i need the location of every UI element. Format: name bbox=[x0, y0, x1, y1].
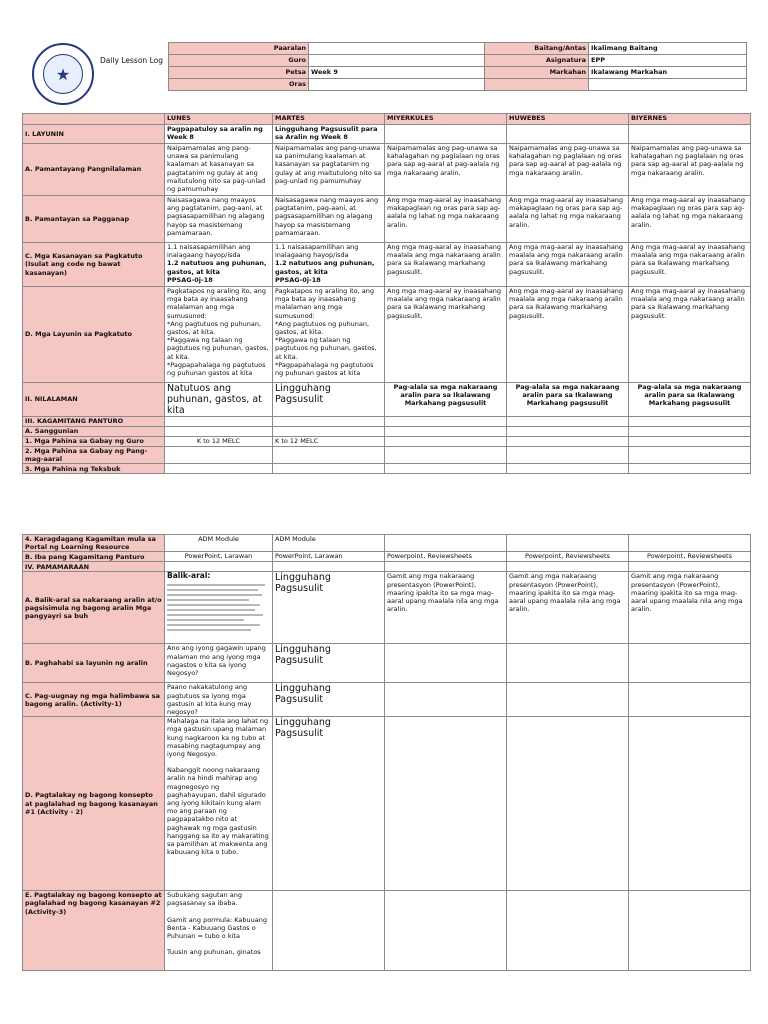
label-asignatura: Asignatura bbox=[485, 55, 589, 67]
row-pagtalakay-1 bbox=[23, 717, 751, 891]
row-label-pamantayang-pangnilalaman: A. Pamantayang Pangnilalaman bbox=[23, 144, 165, 196]
cell-blank bbox=[629, 464, 751, 474]
cell-blank bbox=[385, 683, 507, 717]
cell-layunin-martes bbox=[273, 287, 385, 383]
cell-text: Gamit ang mga nakaraang presentasyon (PowerPoint), maaring ipakita ito sa mga mag-aaral upang maalala nila ang mga aralin. bbox=[507, 572, 629, 644]
cell-blank bbox=[507, 427, 629, 437]
section-label-kagamitan: III. KAGAMITANG PANTURO bbox=[23, 417, 165, 427]
cell-blank bbox=[629, 644, 751, 683]
cell-text: Naipamamalas ang pang-unawa sa panimulang kaalaman at kasanayan sa pagtatanim ng gulay at ang maitutulong nito sa pag-unlad ng pamumuhay bbox=[273, 144, 385, 196]
test-martes: Lingguhang Pagsusulit bbox=[273, 717, 385, 891]
gabay-guro-martes: K to 12 MELC bbox=[273, 437, 385, 447]
row-teksbuk bbox=[23, 464, 751, 474]
row-label-kasanayan: C. Mga Kasanayan sa Pagkatuto (Isulat ang code ng bawat kasanayan) bbox=[23, 243, 165, 287]
cell-text: Naisasagawa nang maayos ang pagtatanim, pag-aani, at pagsasapamilihan ng alagang hayop sa masistemang pamamaraan. bbox=[165, 196, 273, 243]
row-label-paghahabi: B. Paghahabi sa layunin ng aralin bbox=[23, 644, 165, 683]
seal-emblem-icon: ★ bbox=[43, 54, 83, 94]
cell-blank bbox=[385, 437, 507, 447]
label-paaralan: Paaralan bbox=[169, 43, 309, 55]
cell-blank bbox=[629, 417, 751, 427]
cell-blank bbox=[273, 891, 385, 971]
label-baitang: Baitang/Antas bbox=[485, 43, 589, 55]
cell-text: Ang mga mag-aaral ay inaasahang maalala ang mga nakaraang aralin para sa Ikalawang markahang pagsusulit. bbox=[507, 287, 629, 383]
cell-text: Naipamamalas ang pang-unawa sa panimulang kaalaman at kasanayan sa pagtatanim ng gulay at ang maitutulong nito sa pag-unlad ng pamumuhay bbox=[165, 144, 273, 196]
layunin-item: *Pagpapahalaga ng pagtutuos ng puhunan gastos at kita bbox=[167, 360, 266, 378]
row-label-pagtalakay-1: D. Pagtalakay ng bagong konsepto at paglalahad ng bagong kasanayan #1 (Activity - 2) bbox=[23, 717, 165, 891]
cell-blank bbox=[629, 683, 751, 717]
row-karagdagang-kagamitan bbox=[23, 535, 751, 552]
section-label-pamamaraan: IV. PAMAMARAAN bbox=[23, 562, 165, 572]
cell-blank bbox=[629, 562, 751, 572]
cell-blank bbox=[165, 562, 273, 572]
cell-blank bbox=[385, 417, 507, 427]
cell-blank bbox=[507, 535, 629, 552]
cell-blank bbox=[385, 125, 507, 144]
cell-blank bbox=[629, 891, 751, 971]
value-paaralan bbox=[309, 43, 485, 55]
cell-blank bbox=[273, 464, 385, 474]
row-pag-uugnay bbox=[23, 683, 751, 717]
row-nilalaman bbox=[23, 383, 751, 417]
cell-blank bbox=[629, 447, 751, 464]
cell-blank bbox=[385, 891, 507, 971]
nilalaman-huwebes: Pag-alala sa mga nakaraang aralin para sa Ikalawang Markahang pagsusulit bbox=[507, 383, 629, 417]
cell-blank bbox=[507, 437, 629, 447]
label-guro: Guro bbox=[169, 55, 309, 67]
nilalaman-martes: Lingguhang Pagsusulit bbox=[273, 383, 385, 417]
cell-text: Ang mga mag-aaral ay inaasahang maalala ang mga nakaraang aralin para sa Ikalawang markahang pagsusulit. bbox=[629, 287, 751, 383]
cell-blank bbox=[507, 464, 629, 474]
row-label-pagtalakay-2: E. Pagtalakay ng bagong konsepto at paglalahad ng bagong kasanayan #2 (Activity-3) bbox=[23, 891, 165, 971]
row-label-karagdagang: 4. Karagdagang Kagamitan mula sa Portal ng Learning Resource bbox=[23, 535, 165, 552]
row-pamantayan-pagganap bbox=[23, 196, 751, 243]
value-baitang: Ikalimang Baitang bbox=[589, 43, 747, 55]
layunin-intro: Pagkatapos ng araling ito, ang mga bata ay inaasahang malalaman ang mga sumusunod: bbox=[167, 287, 267, 320]
cell-blank bbox=[273, 562, 385, 572]
row-label-nilalaman: II. NILALAMAN bbox=[23, 383, 165, 417]
kasanayan-line-1: 1.1 naisasapamilihan ang inalagaang hayop/isda bbox=[275, 243, 359, 260]
row-sanggunian bbox=[23, 427, 751, 437]
header-row-petsa bbox=[169, 67, 747, 79]
row-kasanayan bbox=[23, 243, 751, 287]
row-label-pamantayan-pagganap: B. Pamantayan sa Pagganap bbox=[23, 196, 165, 243]
cell-blank bbox=[507, 447, 629, 464]
cell-blank bbox=[507, 891, 629, 971]
karagdagang-lunes: ADM Module bbox=[165, 535, 273, 552]
paragraph-gap bbox=[167, 908, 270, 916]
cell-pagtalakay-1-lunes bbox=[165, 717, 273, 891]
layunin-item: *Paggawa ng talaan ng pagtutuos ng puhunan, gastos, at kita. bbox=[167, 336, 269, 361]
header-info-table bbox=[168, 42, 747, 91]
cell-text: Gamit ang mga nakaraang presentasyon (PowerPoint), maaring ipakita ito sa mga mag-aaral upang maalala nila ang mga aralin. bbox=[629, 572, 751, 644]
cell-blank bbox=[629, 717, 751, 891]
kasanayan-line-2: 1.2 natutuos ang puhunan, gastos, at kita bbox=[167, 259, 267, 276]
row-layunin-pagkatuto bbox=[23, 287, 751, 383]
header-row-paaralan bbox=[169, 43, 747, 55]
row-gabay-guro bbox=[23, 437, 751, 447]
value-petsa: Week 9 bbox=[309, 67, 485, 79]
cell-kasanayan-lunes bbox=[165, 243, 273, 287]
cell-blank bbox=[273, 447, 385, 464]
cell-blank bbox=[273, 417, 385, 427]
nilalaman-biyernes: Pag-alala sa mga nakaraang aralin para sa Ikalawang Markahang pagsusulit bbox=[629, 383, 751, 417]
layunin-intro: Pagkatapos ng araling ito, ang mga bata ay inaasahang malalaman ang mga sumusunod: bbox=[275, 287, 375, 320]
row-iba-kagamitan bbox=[23, 552, 751, 562]
cell-text: Gamit ang mga nakaraang presentasyon (PowerPoint), maaring ipakita ito sa mga mag-aaral upang maalala nila ang mga aralin. bbox=[385, 572, 507, 644]
pagtalakay-2-paragraph: Subukang sagutan ang pagsasanay sa ibaba. bbox=[167, 891, 242, 908]
lunes-topic: Pagpapatuloy sa aralin ng Week 8 bbox=[165, 125, 273, 144]
cell-text: Naipamamalas ang pag-unawa sa kahalagahan ng paglalaan ng oras para sap ag-aaral at pag-aalala ng mga nakaraang aralin. bbox=[629, 144, 751, 196]
header-row-guro bbox=[169, 55, 747, 67]
kasanayan-line-1: 1.1 naisasapamilihan ang inalagaang hayop/isda bbox=[167, 243, 251, 260]
cell-text: Ang mga mag-aaral ay inaasahang maalala ang mga nakaraang aralin para sa Ikalawang markahang pagsusulit. bbox=[507, 243, 629, 287]
value-oras bbox=[309, 79, 485, 91]
kasanayan-code: PPSAG-0j-18 bbox=[275, 275, 321, 284]
cell-blank bbox=[385, 427, 507, 437]
iba-huwebes: Powerpoint, Reviewsheets bbox=[507, 552, 629, 562]
cell-text: Ang mga mag-aaral ay inaasahang makapaglaan ng oras para sap ag-aalala ng lahat ng mga nakaraang aralin. bbox=[507, 196, 629, 243]
cell-blank bbox=[629, 437, 751, 447]
row-pamantayang-pangnilalaman bbox=[23, 144, 751, 196]
cell-blank bbox=[165, 427, 273, 437]
day-header-martes: MARTES bbox=[273, 114, 385, 125]
day-header-biyernes: BIYERNES bbox=[629, 114, 751, 125]
cell-balik-aral-lunes bbox=[165, 572, 273, 644]
cell-blank bbox=[507, 417, 629, 427]
cell-blank bbox=[273, 427, 385, 437]
pagtalakay-2-paragraph: Gamit ang pormula: Kabuuang Benta - Kabuuang Gastos o Puhunan = tubo o kita bbox=[167, 915, 267, 941]
row-label-gabay-guro: 1. Mga Pahina sa Gabay ng Guro bbox=[23, 437, 165, 447]
cell-blank bbox=[629, 427, 751, 437]
pagtalakay-1-paragraph: Mahalaga na itala ang lahat ng mga gastusin upang malaman kung nagkaroon ka ng tubo at masabing nagtagumpay ang iyong Negosyo. bbox=[167, 717, 269, 759]
value-empty bbox=[589, 79, 747, 91]
day-header-row bbox=[23, 114, 751, 125]
row-label-balik-aral: A. Balik-aral sa nakaraang aralin at/o pagsisimula ng bagong aralin Mga pangyayri sa buh bbox=[23, 572, 165, 644]
pagtalakay-2-paragraph: Tuusin ang puhunan, ginatos bbox=[167, 948, 261, 957]
worksheet-thumbnail bbox=[167, 584, 270, 631]
cell-text: Paano nakakatulong ang pagtutuos sa iyong mga gastusin at kita kung may negosyo? bbox=[165, 683, 273, 717]
cell-text: Naipamamalas ang pag-unawa sa kahalagahan ng paglalaan ng oras para sap ag-aaral at pag-aalala ng mga nakaraang aralin. bbox=[507, 144, 629, 196]
cell-pagtalakay-2-lunes bbox=[165, 891, 273, 971]
layunin-item: *Ang pagtutuos ng puhunan, gastos, at kita. bbox=[275, 319, 370, 337]
martes-topic: Lingguhang Pagsusulit para sa Aralin ng Week 8 bbox=[273, 125, 385, 144]
day-header-lunes: LUNES bbox=[165, 114, 273, 125]
row-kagamitan bbox=[23, 417, 751, 427]
cell-blank bbox=[165, 417, 273, 427]
row-pamamaraan bbox=[23, 562, 751, 572]
row-label-iba-kagamitan: B. Iba pang Kagamitang Panturo bbox=[23, 552, 165, 562]
row-label-teksbuk: 3. Mga Pahina ng Teksbuk bbox=[23, 464, 165, 474]
row-label-gabay-magaaral: 2. Mga Pahina sa Gabay ng Pang-mag-aaral bbox=[23, 447, 165, 464]
row-label-pag-uugnay: C. Pag-uugnay ng mga halimbawa sa bagong aralin. (Activity-1) bbox=[23, 683, 165, 717]
cell-blank bbox=[385, 535, 507, 552]
row-label-layunin-pagkatuto: D. Mga Layunin sa Pagkatuto bbox=[23, 287, 165, 383]
paragraph-gap bbox=[167, 940, 270, 948]
cell-blank bbox=[629, 535, 751, 552]
cell-blank bbox=[385, 644, 507, 683]
paragraph-gap bbox=[167, 758, 270, 766]
cell-text: Ano ang iyong gagawin upang malaman mo ang iyong mga nagastos o kita sa iyong Negosyo? bbox=[165, 644, 273, 683]
lesson-log-table-page2 bbox=[22, 534, 751, 971]
label-petsa: Petsa bbox=[169, 67, 309, 79]
iba-miyerkules: Powerpoint, Reviewsheets bbox=[385, 552, 507, 562]
label-empty bbox=[485, 79, 589, 91]
cell-blank bbox=[385, 717, 507, 891]
cell-blank bbox=[629, 125, 751, 144]
cell-blank bbox=[165, 447, 273, 464]
cell-blank bbox=[385, 464, 507, 474]
row-gabay-magaaral bbox=[23, 447, 751, 464]
label-markahan: Markahan bbox=[485, 67, 589, 79]
header-row-oras bbox=[169, 79, 747, 91]
pagtalakay-1-paragraph: Nabanggit noong nakaraang aralin na hindi mahirap ang magnegosyo ng paghahayupan, dahil sigurado ang iyong kikitain kung alam mo ang paraan ng pagpapatakbo nito at paghawak ng mga gastusin hanggang sa ito ay makarating sa pamilihan at makwenta ang kabuuang kita o tubo. bbox=[167, 766, 269, 857]
layunin-item: *Ang pagtutuos ng puhunan, gastos, at kita. bbox=[167, 319, 262, 337]
document-title: Daily Lesson Log bbox=[100, 56, 163, 65]
cell-kasanayan-martes bbox=[273, 243, 385, 287]
cell-text: Ang mga mag-aaral ay inaasahang makapaglaan ng oras para sap ag-aalala ng lahat ng mga nakaraang aralin. bbox=[629, 196, 751, 243]
cell-text: Ang mga mag-aaral ay inaasahang maalala ang mga nakaraang aralin para sa Ikalawang markahang pagsusulit. bbox=[385, 287, 507, 383]
kasanayan-line-2: 1.2 natutuos ang puhunan, gastos, at kita bbox=[275, 259, 375, 276]
cell-blank bbox=[385, 562, 507, 572]
layunin-item: *Pagpapahalaga ng pagtutuos ng puhunan gastos at kita bbox=[275, 360, 374, 378]
day-header-huwebes: HUWEBES bbox=[507, 114, 629, 125]
value-asignatura: EPP bbox=[589, 55, 747, 67]
test-martes: Lingguhang Pagsusulit bbox=[273, 572, 385, 644]
cell-text: Naisasagawa nang maayos ang pagtatanim, pag-aani, at pagsasapamilihan ng alagang hayop sa masistemang pamamaraan. bbox=[273, 196, 385, 243]
deped-seal bbox=[32, 43, 94, 105]
row-layunin bbox=[23, 125, 751, 144]
cell-text: Naipamamalas ang pag-unawa sa kahalagahan ng paglalaan ng oras para sap ag-aaral at pag-aalala ng mga nakaraang aralin. bbox=[385, 144, 507, 196]
cell-text: Ang mga mag-aaral ay inaasahang maalala ang mga nakaraang aralin para sa Ikalawang markahang pagsusulit. bbox=[629, 243, 751, 287]
cell-blank bbox=[385, 447, 507, 464]
lesson-log-table-page1 bbox=[22, 113, 751, 474]
nilalaman-lunes: Natutuos ang puhunan, gastos, at kita bbox=[165, 383, 273, 417]
nilalaman-miyerkules: Pag-alala sa mga nakaraang aralin para sa Ikalawang Markahang pagsusulit bbox=[385, 383, 507, 417]
cell-blank bbox=[507, 125, 629, 144]
iba-biyernes: Powerpoint, Reviewsheets bbox=[629, 552, 751, 562]
value-markahan: Ikalawang Markahan bbox=[589, 67, 747, 79]
cell-text: Ang mga mag-aaral ay inaasahang maalala ang mga nakaraang aralin para sa Ikalawang markahang pagsusulit. bbox=[385, 243, 507, 287]
row-paghahabi bbox=[23, 644, 751, 683]
balik-aral-title: Balik-aral: bbox=[167, 571, 211, 581]
kasanayan-code: PPSAG-0j-18 bbox=[167, 275, 213, 284]
row-pagtalakay-2 bbox=[23, 891, 751, 971]
iba-lunes: PowerPoint, Larawan bbox=[165, 552, 273, 562]
cell-layunin-lunes bbox=[165, 287, 273, 383]
label-oras: Oras bbox=[169, 79, 309, 91]
cell-text: Ang mga mag-aaral ay inaasahang makapaglaan ng oras para sap ag-aalala ng lahat ng mga nakaraang aralin. bbox=[385, 196, 507, 243]
layunin-item: *Paggawa ng talaan ng pagtutuos ng puhunan, gastos, at kita. bbox=[275, 336, 377, 361]
row-balik-aral bbox=[23, 572, 751, 644]
iba-martes: PowerPoint, Larawan bbox=[273, 552, 385, 562]
day-header-blank bbox=[23, 114, 165, 125]
cell-blank bbox=[507, 717, 629, 891]
test-martes: Lingguhang Pagsusulit bbox=[273, 683, 385, 717]
cell-blank bbox=[507, 683, 629, 717]
value-guro bbox=[309, 55, 485, 67]
row-label-sanggunian: A. Sanggunian bbox=[23, 427, 165, 437]
section-label-layunin: I. LAYUNIN bbox=[23, 125, 165, 144]
cell-blank bbox=[165, 464, 273, 474]
gabay-guro-lunes: K to 12 MELC bbox=[165, 437, 273, 447]
cell-blank bbox=[507, 644, 629, 683]
day-header-miyerkules: MIYERKULES bbox=[385, 114, 507, 125]
cell-blank bbox=[507, 562, 629, 572]
karagdagang-martes: ADM Module bbox=[273, 535, 385, 552]
test-martes: Lingguhang Pagsusulit bbox=[273, 644, 385, 683]
